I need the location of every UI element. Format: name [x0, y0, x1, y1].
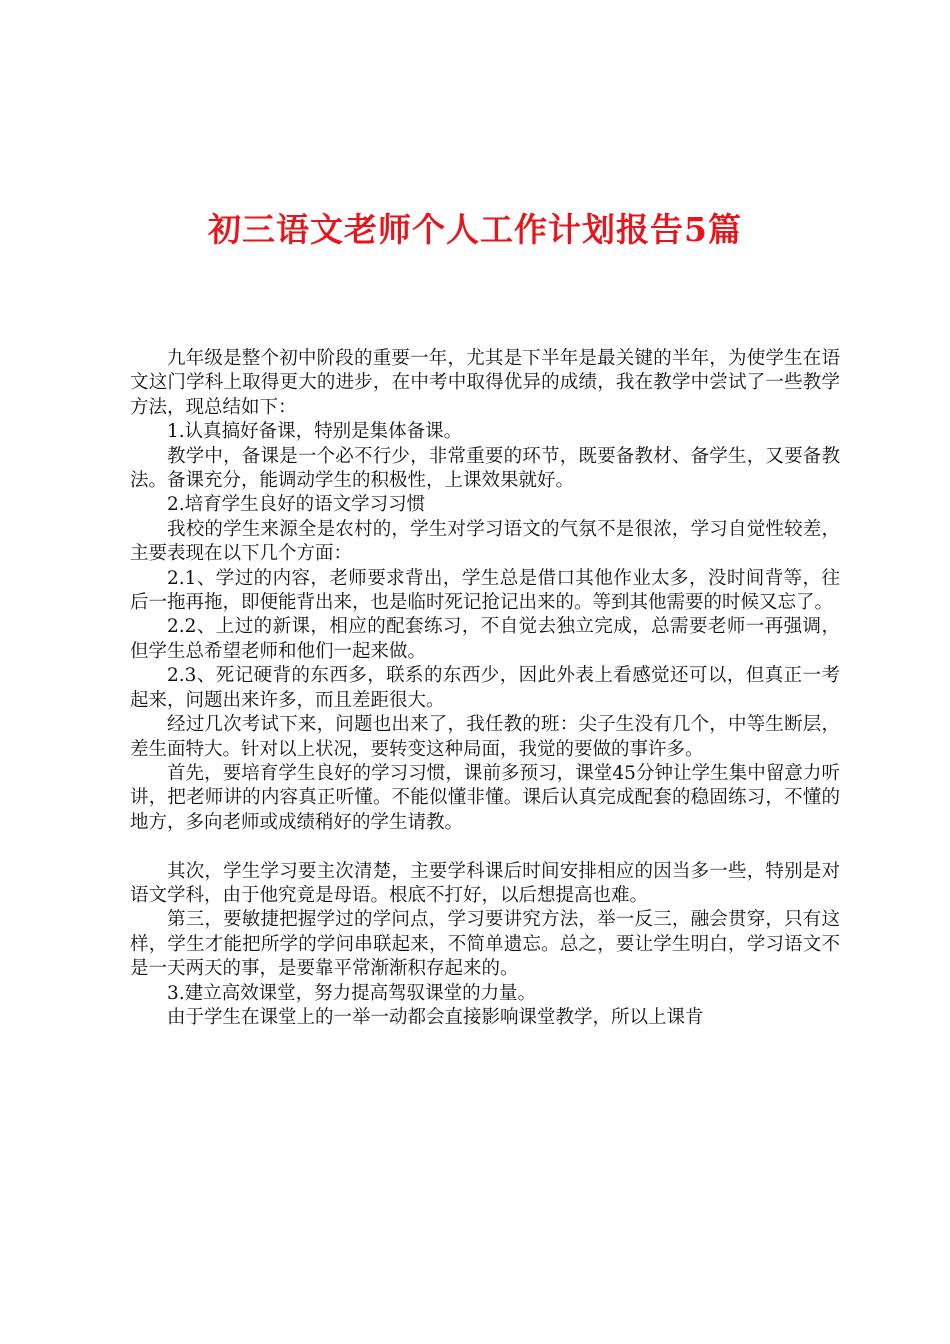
paragraph-classroom: 由于学生在课堂上的一举一动都会直接影响课堂教学，所以上课肯	[167, 1006, 704, 1028]
paragraph-first: 首先，要培育学生良好的学习习惯，课前多预习，课堂45分钟让学生集中留意力听讲，把老师讲的内容真正听懂。不能似懂非懂。课后认真完成配套的稳固练习，不懂的地方，多向老师或成绩稍好的学生请教。	[130, 762, 840, 833]
paragraph-second: 其次，学生学习要主次清楚，主要学科课后时间安排相应的因当多一些，特别是对语文学科，由于他究竟是母语。根底不打好，以后想提高也难。	[130, 860, 840, 906]
paragraph-students-source: 我校的学生来源全是农村的，学生对学习语文的气氛不是很浓，学习自觉性较差，主要表现在以下几个方面：	[130, 518, 840, 565]
paragraph-intro: 九年级是整个初中阶段的重要一年，尤其是下半年是最关键的半年，为使学生在语文这门学科上取得更大的进步，在中考中取得优异的成绩，我在教学中尝试了一些教学方法，现总结如下：	[130, 348, 840, 418]
heading-3: 3.建立高效课堂，努力提高驾驭课堂的力量。	[167, 982, 537, 1004]
paragraph-lesson-prep: 教学中，备课是一个必不行少，非常重要的环节，既要备教材、备学生，又要备教法。备课充分，能调动学生的积极性，上课效果就好。	[130, 445, 840, 492]
paragraph-third: 第三，要敏捷把握学过的学问点，学习要讲究方法，举一反三，融会贯穿，只有这样，学生才能把所学的学问串联起来，不简单遗忘。总之，要让学生明白，学习语文不是一天两天的事，是要靠平常渐渐积存起来的。	[130, 909, 840, 980]
paragraph-2-3: 2.3、死记硬背的东西多，联系的东西少，因此外表上看感觉还可以，但真正一考起来，问题出来许多，而且差距很大。	[130, 665, 840, 711]
document-body	[130, 347, 840, 1030]
paragraph-gap	[130, 835, 840, 859]
heading-1: 1.认真搞好备课，特别是集体备课。	[167, 421, 463, 443]
paragraph-2-1: 2.1、学过的内容，老师要求背出，学生总是借口其他作业太多，没时间背等，往后一拖再拖，即便能背出来，也是临时死记抢记出来的。等到其他需要的时候又忘了。	[130, 567, 840, 614]
paragraph-2-2: 2.2、上过的新课，相应的配套练习，不自觉去独立完成，总需要老师一再强调，但学生总希望老师和他们一起来做。	[130, 616, 840, 662]
heading-2: 2.培育学生良好的语文学习习惯	[167, 494, 426, 516]
document-title: 初三语文老师个人工作计划报告5篇	[208, 210, 742, 249]
paragraph-exams: 经过几次考试下来，问题也出来了，我任教的班：尖子生没有几个，中等生断层，差生面特大。针对以上状况，要转变这种局面，我觉的要做的事许多。	[130, 714, 840, 760]
